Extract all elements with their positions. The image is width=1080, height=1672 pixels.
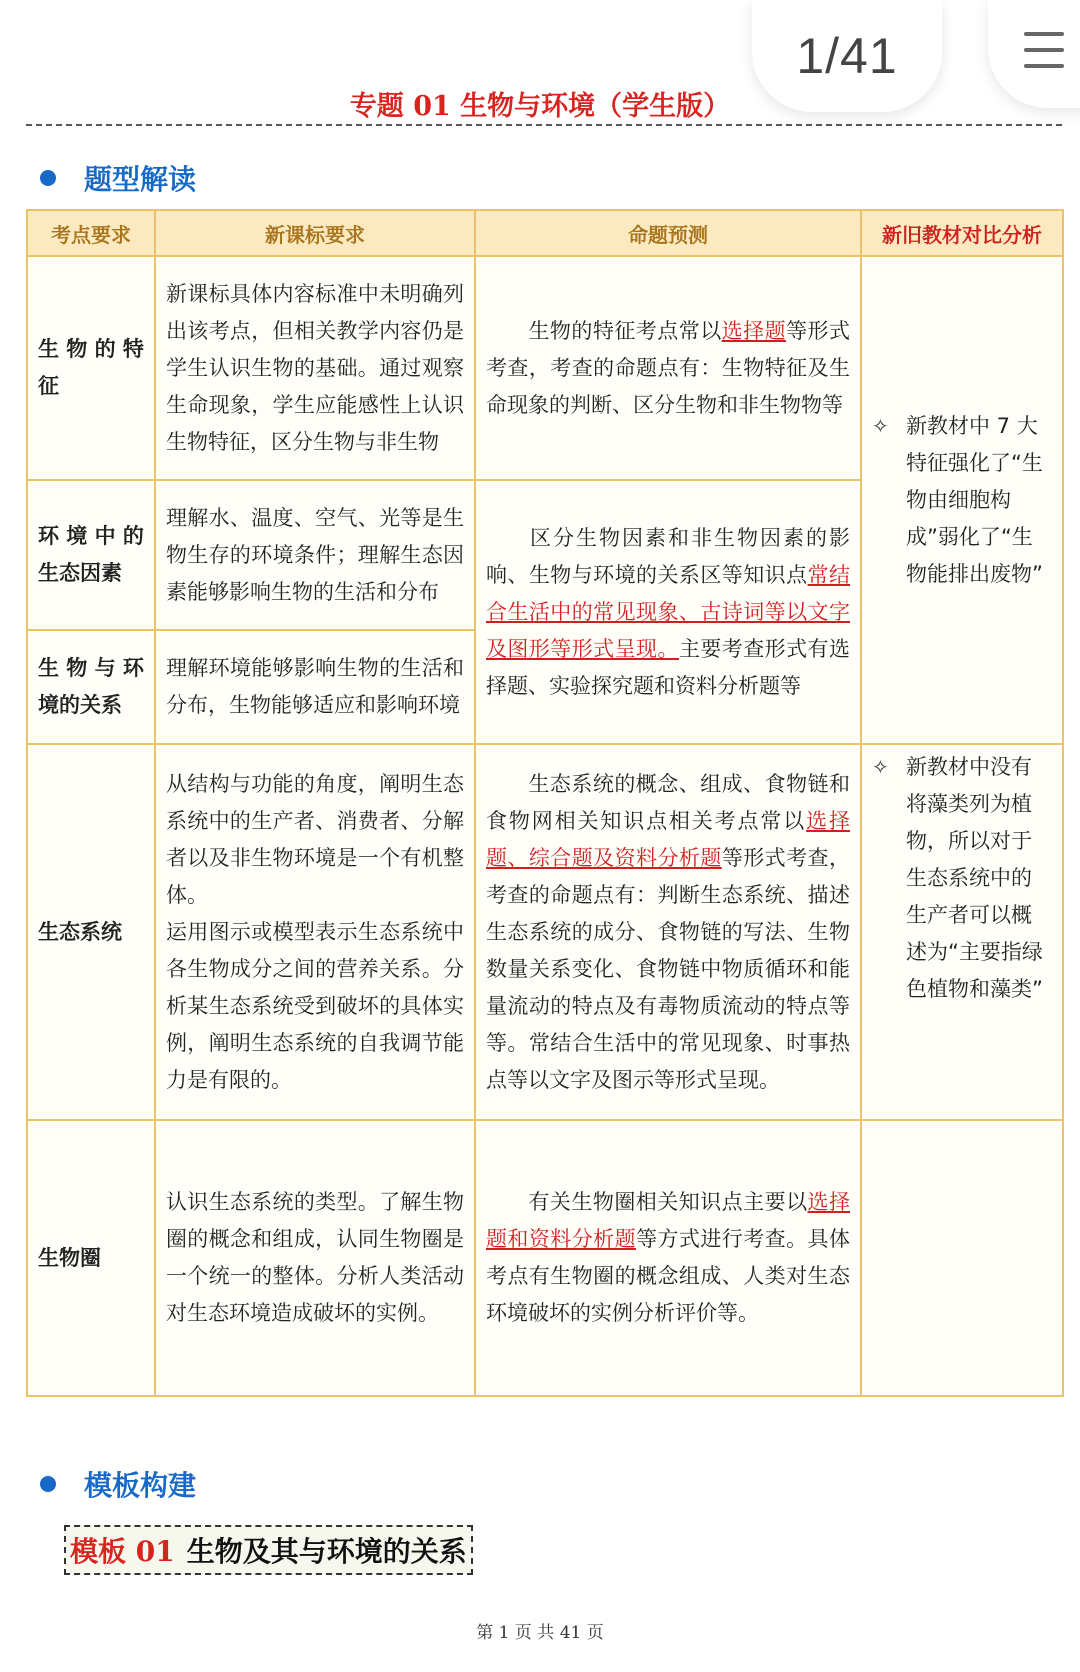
bullet-icon (40, 1476, 56, 1492)
table-row (27, 744, 1063, 1120)
requirement-cell: 生 物 与 环 境的关系 (27, 630, 155, 744)
requirement-cell: 生态系统 (27, 744, 155, 1120)
highlighted-question-type: 选择题、综合题及资料分析题 (486, 808, 851, 870)
document-title: 专题 01 生物与环境（学生版） (349, 91, 731, 122)
requirement-cell: 生 物 的 特 征 (27, 256, 155, 480)
header-standard: 新课标要求 (155, 210, 475, 256)
comparison-item: ✧ 新教材中 7 大特征强化了“生物由细胞构成”弱化了“生物能排出废物” (872, 408, 1052, 593)
prediction-cell: 有关生物圈相关知识点主要以选择题和资料分析题等方式进行考查。具体考点有生物圈的概念组成、人类对生态环境破坏的实例分析评价等。 (475, 1120, 861, 1396)
highlighted-question-type: 常结合生活中的常见现象、古诗词等以文字及图形等形式呈现。 (486, 562, 850, 661)
header-comparison: 新旧教材对比分析 (861, 210, 1063, 256)
header-requirement: 考点要求 (27, 210, 155, 256)
requirement-cell: 环 境 中 的 生态因素 (27, 480, 155, 630)
highlighted-question-type: 选择题 (721, 318, 787, 343)
page-footer: 第 1 页 共 41 页 (476, 1623, 604, 1643)
bullet-icon (40, 170, 56, 186)
prediction-cell: 区分生物因素和非生物因素的影响、生物与环境的关系区等知识点常结合生活中的常见现象、古诗词等以文字及图形等形式呈现。主要考查形式有选择题、实验探究题和资料分析题等 (475, 480, 861, 744)
standard-cell: 理解水、温度、空气、光等是生物生存的环境条件；理解生态因素能够影响生物的生活和分布 (155, 480, 475, 630)
standard-cell: 认识生态系统的类型。了解生物圈的概念和组成，认同生物圈是一个统一的整体。分析人类活动对生态环境造成破坏的实例。 (155, 1120, 475, 1396)
template-title-box (64, 1525, 473, 1575)
section-heading-question-types (40, 158, 196, 198)
standard-cell: 新课标具体内容标准中未明确列出该考点，但相关教学内容仍是学生认识生物的基础。通过观察生命现象，学生应能感性上认识生物特征，区分生物与非生物 (155, 256, 475, 480)
page-counter-text: 1/41 (796, 28, 898, 84)
diamond-icon: ✧ (872, 755, 889, 779)
prediction-cell: 生态系统的概念、组成、食物链和食物网相关知识点相关考点常以选择题、综合题及资料分析题等形式考查，考查的命题点有：判断生态系统、描述生态系统的成分、食物链的写法、生物数量关系变化、食物链中物质循环和能量流动的特点及有毒物质流动的特点等等。常结合生活中的常见现象、时事热点等以文字及图示等形式呈现。 (475, 744, 861, 1120)
highlighted-question-type: 选择题和资料分析题 (486, 1190, 851, 1251)
comparison-cell (861, 256, 1063, 744)
prediction-cell: 生物的特征考点常以选择题等形式考查，考查的命题点有：生物特征及生命现象的判断、区分生物和非生物物等 (475, 256, 861, 480)
comparison-item: ✧ 新教材中没有将藻类列为植物，所以对于生态系统中的生产者可以概述为“主要指绿色植物和藻类” (872, 749, 1052, 1008)
standard-cell: 从结构与功能的角度，阐明生态系统中的生产者、消费者、分解者以及非生物环境是一个有机整体。 运用图示或模型表示生态系统中各生物成分之间的营养关系。分析某生态系统受到破坏的具体实例，阐明生态系统的自我调节能力是有限的。 (155, 744, 475, 1120)
template-number: 模板 01 (70, 1535, 175, 1568)
standard-cell: 理解环境能够影响生物的生活和分布，生物能够适应和影响环境 (155, 630, 475, 744)
section-heading-text: 模板构建 (84, 1469, 197, 1502)
section-heading-text: 题型解读 (84, 163, 197, 196)
title-divider (26, 124, 1062, 126)
comparison-cell-empty (861, 1120, 1063, 1396)
header-prediction: 命题预测 (475, 210, 861, 256)
diamond-icon: ✧ (872, 413, 889, 438)
exam-analysis-table (26, 209, 1064, 1397)
table-header-row (27, 210, 1063, 256)
requirement-cell: 生物圈 (27, 1120, 155, 1396)
table-row (27, 1120, 1063, 1396)
comparison-cell (861, 744, 1063, 1120)
section-heading-template (40, 1464, 196, 1504)
table-row (27, 256, 1063, 480)
template-title: 生物及其与环境的关系 (186, 1535, 467, 1568)
